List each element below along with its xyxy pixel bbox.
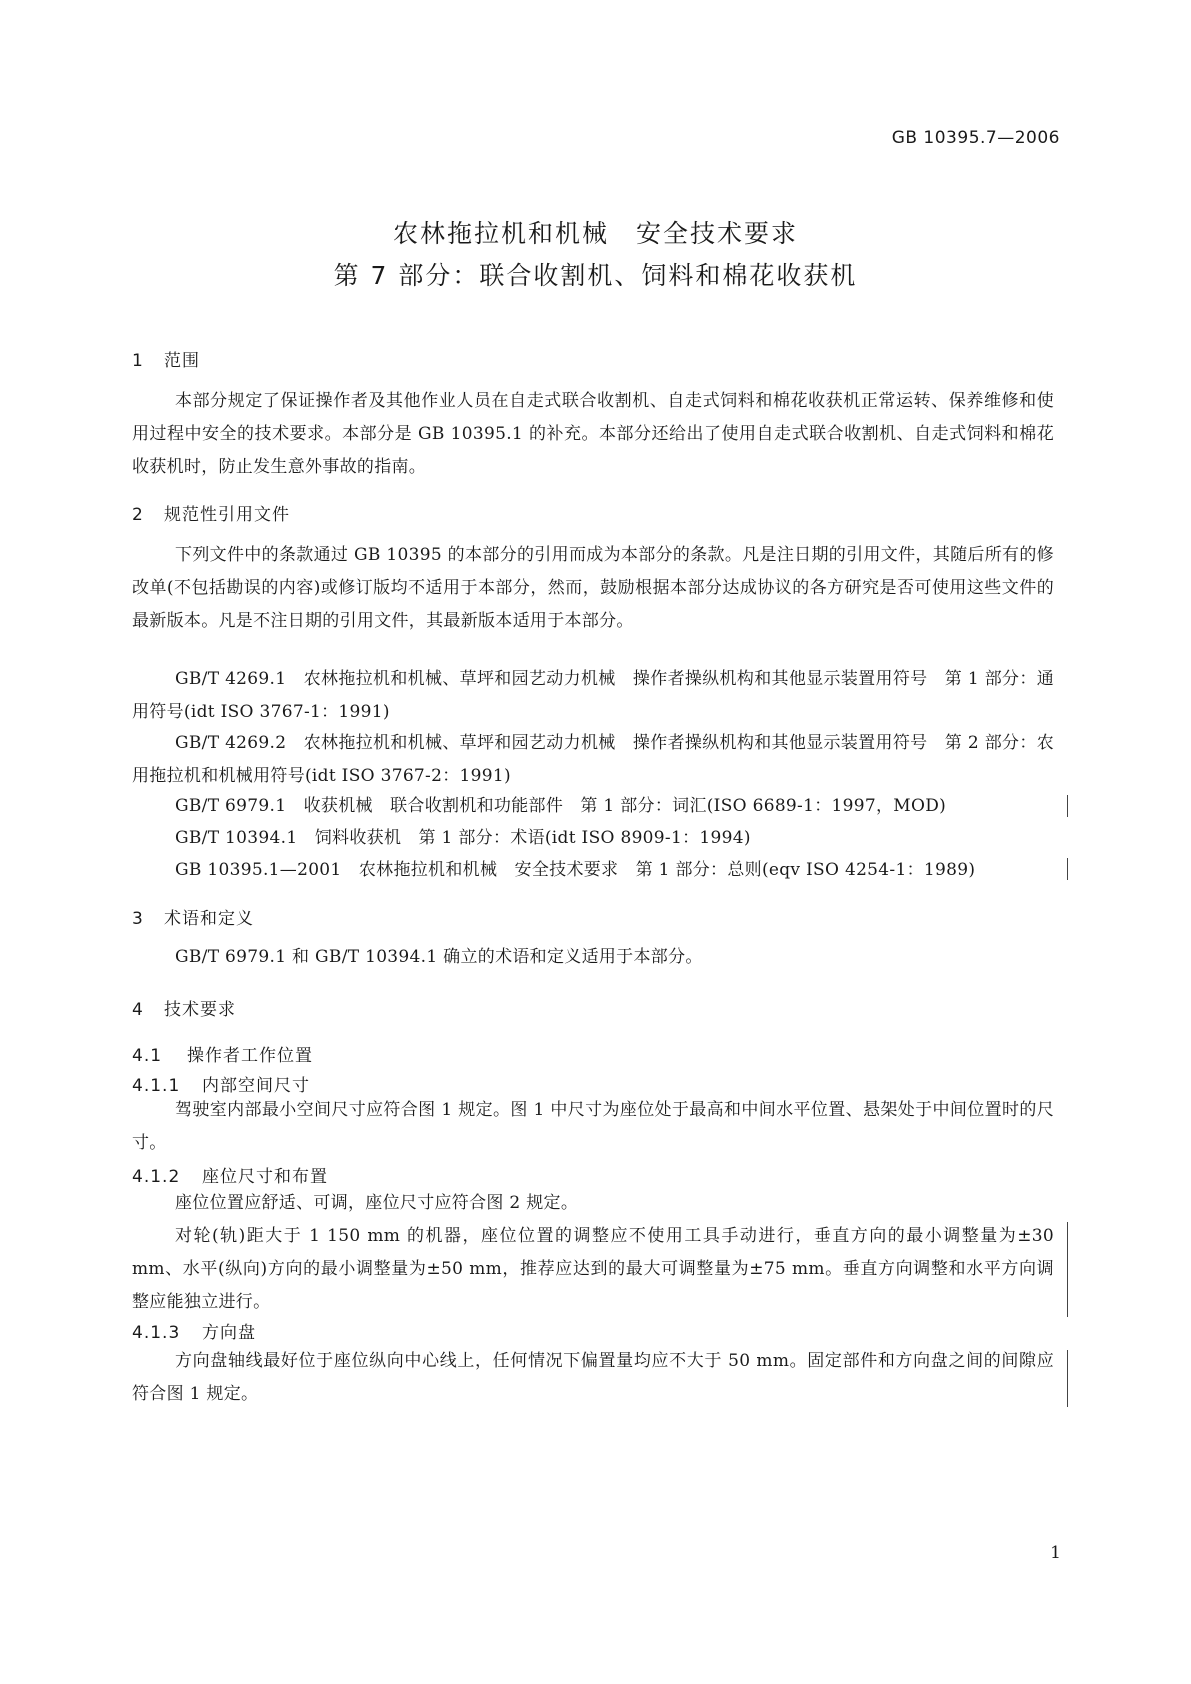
section-number: 4.1.2 bbox=[132, 1167, 181, 1187]
section-number: 4 bbox=[132, 1000, 144, 1020]
section-title: 方向盘 bbox=[202, 1323, 256, 1343]
section-4-1-2-paragraph-2: 对轮(轨)距大于 1 150 mm 的机器，座位位置的调整应不使用工具手动进行，垂直方向的最小调整量为±30 mm、水平(纵向)方向的最小调整量为±50 mm，推荐应达到的最大可调整量为±75 mm。垂直方向调整和水平方向调整应能独立进行。 bbox=[132, 1226, 1054, 1312]
section-4-1-2-paragraph-1: 座位位置应舒适、可调，座位尺寸应符合图 2 规定。 bbox=[175, 1193, 579, 1213]
section-number: 3 bbox=[132, 909, 144, 929]
reference-item: GB/T 10394.1 饲料收获机 第 1 部分：术语(idt ISO 8909-1：1994) bbox=[175, 828, 751, 848]
section-4-1-1-paragraph: 驾驶室内部最小空间尺寸应符合图 1 规定。图 1 中尺寸为座位处于最高和中间水平位置、悬架处于中间位置时的尺寸。 bbox=[132, 1100, 1054, 1153]
title-line-1: 农林拖拉机和机械 安全技术要求 bbox=[392, 219, 798, 248]
section-number: 4.1.1 bbox=[132, 1076, 181, 1096]
revision-bar bbox=[1067, 1350, 1068, 1407]
section-title: 内部空间尺寸 bbox=[202, 1076, 310, 1096]
section-title: 操作者工作位置 bbox=[187, 1046, 313, 1066]
reference-item: GB/T 4269.2 农林拖拉机和机械、草坪和园艺动力机械 操作者操纵机构和其他显示装置用符号 第 2 部分：农用拖拉机和机械用符号(idt ISO 3767-2：1991) bbox=[132, 733, 1054, 786]
section-number: 2 bbox=[132, 505, 144, 525]
section-4-1-3-paragraph: 方向盘轴线最好位于座位纵向中心线上，任何情况下偏置量均应不大于 50 mm。固定部件和方向盘之间的间隙应符合图 1 规定。 bbox=[132, 1351, 1054, 1404]
section-number: 4.1 bbox=[132, 1046, 163, 1066]
section-number: 4.1.3 bbox=[132, 1323, 181, 1343]
section-title: 范围 bbox=[164, 351, 200, 371]
standard-number: GB 10395.7—2006 bbox=[891, 128, 1060, 148]
section-2-paragraph: 下列文件中的条款通过 GB 10395 的本部分的引用而成为本部分的条款。凡是注日期的引用文件，其随后所有的修改单(不包括勘误的内容)或修订版均不适用于本部分，然而，鼓励根据本部分达成协议的各方研究是否可使用这些文件的最新版本。凡是不注日期的引用文件，其最新版本适用于本部分。 bbox=[132, 545, 1054, 631]
section-4-1-heading bbox=[132, 1041, 313, 1066]
reference-item: GB/T 4269.1 农林拖拉机和机械、草坪和园艺动力机械 操作者操纵机构和其他显示装置用符号 第 1 部分：通用符号(idt ISO 3767-1：1991) bbox=[132, 669, 1054, 722]
section-title: 术语和定义 bbox=[164, 909, 254, 929]
section-number: 1 bbox=[132, 351, 144, 371]
revision-bar bbox=[1067, 795, 1068, 817]
revision-bar bbox=[1067, 858, 1068, 880]
title-line-2: 第 7 部分：联合收割机、饲料和棉花收获机 bbox=[333, 261, 858, 290]
page-number: 1 bbox=[1050, 1543, 1061, 1563]
section-3-paragraph: GB/T 6979.1 和 GB/T 10394.1 确立的术语和定义适用于本部分。 bbox=[175, 947, 703, 967]
reference-item: GB/T 6979.1 收获机械 联合收割机和功能部件 第 1 部分：词汇(ISO 6689-1：1997，MOD) bbox=[175, 796, 947, 816]
section-4-1-1-heading bbox=[132, 1071, 310, 1096]
reference-item: GB 10395.1—2001 农林拖拉机和机械 安全技术要求 第 1 部分：总则(eqv ISO 4254-1：1989) bbox=[175, 860, 976, 880]
section-3-heading bbox=[132, 904, 254, 929]
section-title: 技术要求 bbox=[164, 1000, 236, 1020]
section-title: 座位尺寸和布置 bbox=[202, 1167, 328, 1187]
section-title: 规范性引用文件 bbox=[164, 505, 290, 525]
section-2-heading bbox=[132, 500, 290, 525]
section-1-paragraph: 本部分规定了保证操作者及其他作业人员在自走式联合收割机、自走式饲料和棉花收获机正常运转、保养维修和使用过程中安全的技术要求。本部分是 GB 10395.1 的补充。本部分还给出了使用自走式联合收割机、自走式饲料和棉花收获机时，防止发生意外事故的指南。 bbox=[132, 391, 1054, 477]
revision-bar bbox=[1067, 1222, 1068, 1317]
section-1-heading bbox=[132, 346, 200, 371]
section-4-heading bbox=[132, 995, 236, 1020]
section-4-1-2-heading bbox=[132, 1162, 328, 1187]
section-4-1-3-heading bbox=[132, 1318, 256, 1343]
